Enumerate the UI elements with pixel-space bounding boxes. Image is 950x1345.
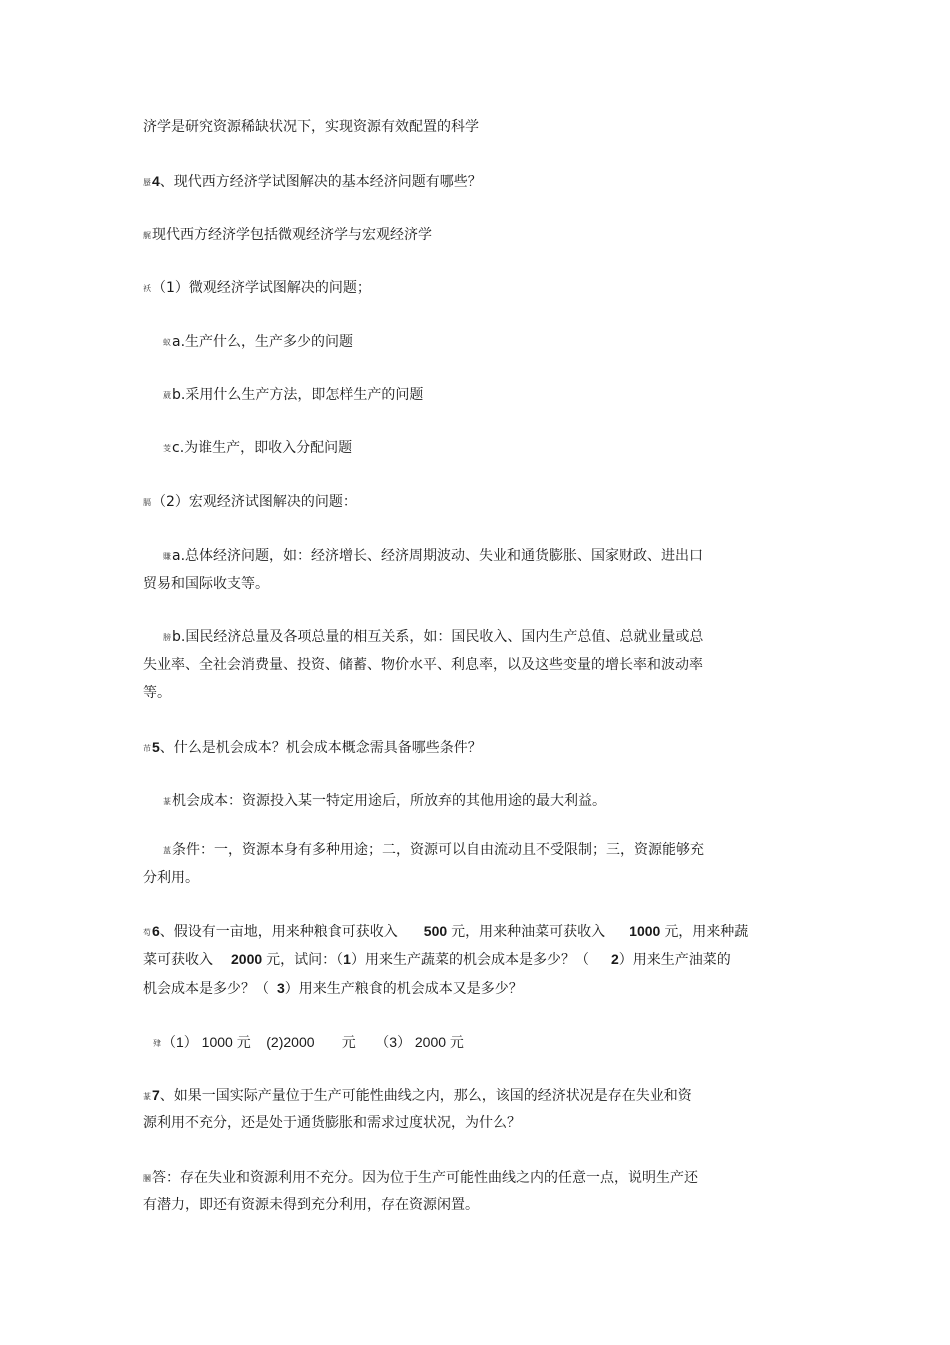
line-text: b.采用什么生产方法，即怎样生产的问题 bbox=[172, 387, 424, 403]
question-text: 机会成本是多少？（ bbox=[143, 981, 269, 997]
question-text: 、如果一国实际产量位于生产可能性曲线之内，那么，该国的经济状况是存在失业和资 bbox=[159, 1088, 692, 1104]
line-text: 分利用。 bbox=[143, 870, 199, 886]
sub-question-number: 1 bbox=[343, 951, 351, 967]
margin-mark: 肂 bbox=[153, 1039, 161, 1048]
question-number: 5 bbox=[152, 739, 160, 755]
paragraph-line bbox=[143, 1114, 521, 1132]
margin-mark: 蒃 bbox=[163, 797, 171, 806]
question-number: 4 bbox=[152, 173, 160, 189]
line-text: 源利用不充分，还是处于通货膨胀和需求过度状况，为什么？ bbox=[143, 1115, 521, 1131]
line-text: a.生产什么，生产多少的问题 bbox=[172, 334, 354, 350]
question-text: 元，用来种蔬 bbox=[664, 924, 749, 940]
paragraph-line bbox=[143, 1196, 479, 1214]
margin-mark: 芰 bbox=[163, 444, 171, 453]
answer-text: （1） 1000 元 (2)2000 元 （3） 2000 元 bbox=[162, 1034, 464, 1050]
list-item bbox=[163, 333, 353, 352]
income-value: 2000 bbox=[231, 951, 263, 967]
margin-mark: 蚁 bbox=[163, 338, 171, 347]
margin-mark: 葳 bbox=[163, 391, 171, 400]
line-text: 贸易和国际收支等。 bbox=[143, 576, 269, 592]
list-item bbox=[163, 439, 352, 458]
line-text: 失业率、全社会消费量、投资、储蓄、物价水平、利息率，以及这些变量的增长率和波动率 bbox=[143, 657, 703, 673]
margin-mark: 芇 bbox=[143, 744, 151, 753]
income-value: 500 bbox=[423, 923, 448, 939]
question-number: 7 bbox=[152, 1087, 160, 1103]
paragraph-line bbox=[143, 684, 171, 702]
line-text: 等。 bbox=[143, 685, 171, 701]
line-text: c.为谁生产，即收入分配问题 bbox=[172, 440, 353, 456]
question-number: 6 bbox=[152, 923, 160, 939]
margin-mark: 蒃 bbox=[143, 1092, 151, 1101]
paragraph-line bbox=[143, 118, 479, 136]
margin-mark: 膀 bbox=[163, 633, 171, 642]
answer-line bbox=[153, 1033, 464, 1053]
paragraph-line bbox=[143, 226, 432, 245]
line-text: a.总体经济问题，如：经济增长、经济周期波动、失业和通货膨胀、国家财政、进出口 bbox=[172, 548, 704, 564]
line-text: 条件：一，资源本身有多种用途；二，资源可以自由流动且不受限制；三，资源能够充 bbox=[172, 842, 704, 858]
question-text: 元，用来种油菜可获收入 bbox=[451, 924, 606, 940]
margin-mark: 袄 bbox=[143, 284, 151, 293]
list-item bbox=[163, 386, 423, 405]
answer-text: 答：存在失业和资源利用不充分。因为位于生产可能性曲线之内的任意一点，说明生产还 bbox=[152, 1170, 698, 1186]
question-6-line bbox=[143, 950, 731, 969]
line-text: 济学是研究资源稀缺状况下，实现资源有效配置的科学 bbox=[143, 119, 479, 135]
paragraph-line bbox=[143, 656, 703, 674]
margin-mark: 芶 bbox=[143, 928, 151, 937]
question-6-line bbox=[143, 979, 523, 998]
answer-line bbox=[143, 1169, 698, 1188]
margin-mark: 膈 bbox=[143, 498, 151, 507]
margin-mark: 艉 bbox=[143, 231, 151, 240]
sub-question-number: 3 bbox=[277, 980, 285, 996]
line-text: 有潜力，即还有资源未得到充分利用，存在资源闲置。 bbox=[143, 1197, 479, 1213]
margin-mark: 蜃 bbox=[143, 178, 151, 187]
line-text: b.国民经济总量及各项总量的相互关系，如：国民收入、国内生产总值、总就业量或总 bbox=[172, 629, 704, 645]
question-text: 、什么是机会成本？机会成本概念需具备哪些条件？ bbox=[159, 740, 482, 756]
line-text: 现代西方经济学包括微观经济学与宏观经济学 bbox=[152, 227, 432, 243]
question-6-heading bbox=[143, 922, 748, 942]
line-text: 机会成本：资源投入某一特定用途后，所放弃的其他用途的最大利益。 bbox=[172, 793, 606, 809]
margin-mark: 蒕 bbox=[163, 846, 171, 855]
paragraph-line bbox=[143, 279, 371, 298]
line-text: （2）宏观经济试图解决的问题： bbox=[152, 494, 357, 510]
list-item bbox=[163, 628, 703, 647]
paragraph-line bbox=[143, 869, 199, 887]
paragraph-line bbox=[143, 493, 357, 512]
list-item bbox=[163, 547, 703, 566]
question-text: ）用来生产油菜的 bbox=[618, 952, 731, 968]
paragraph-line bbox=[143, 575, 269, 593]
question-7-heading bbox=[143, 1086, 692, 1106]
question-5-heading bbox=[143, 738, 482, 758]
sub-question-number: 2 bbox=[610, 951, 619, 967]
margin-mark: 膕 bbox=[143, 1174, 151, 1183]
question-text: 菜可获收入 bbox=[143, 952, 213, 968]
question-text: ）用来生产蔬菜的机会成本是多少？（ bbox=[350, 952, 589, 968]
question-text: ）用来生产粮食的机会成本又是多少？ bbox=[284, 981, 523, 997]
question-4-heading bbox=[143, 172, 482, 192]
question-text: 元，试问：（ bbox=[266, 952, 344, 968]
question-text: 、现代西方经济学试图解决的基本经济问题有哪些？ bbox=[159, 174, 482, 190]
margin-mark: 賺 bbox=[163, 552, 171, 561]
list-item bbox=[163, 792, 606, 811]
question-text: 、假设有一亩地，用来种粮食可获收入 bbox=[159, 924, 398, 940]
list-item bbox=[163, 841, 704, 860]
income-value: 1000 bbox=[629, 923, 661, 939]
line-text: （1）微观经济学试图解决的问题； bbox=[152, 280, 371, 296]
